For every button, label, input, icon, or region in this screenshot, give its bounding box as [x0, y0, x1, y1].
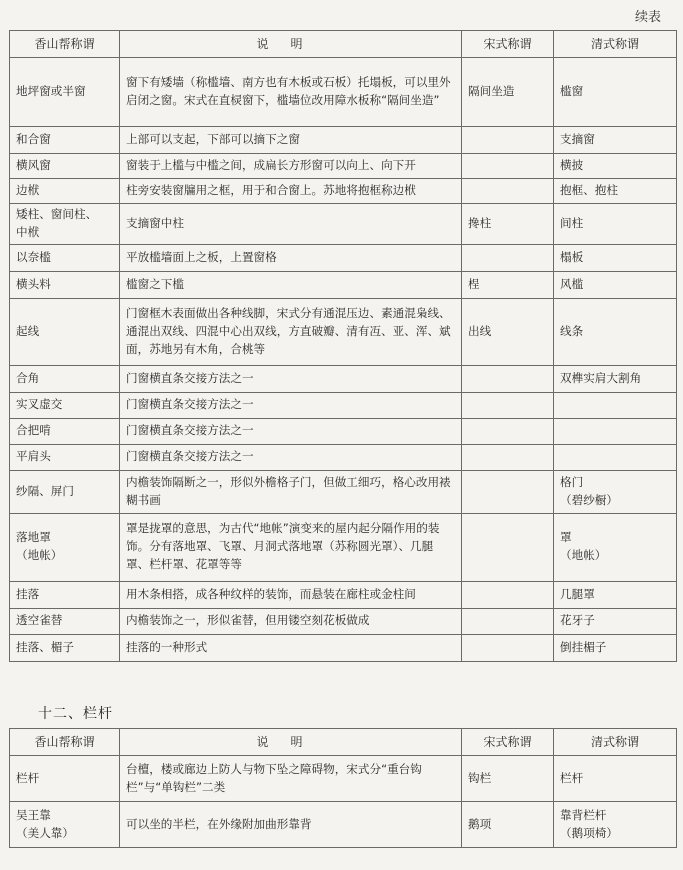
qing-style-term: 抱框、抱柱	[554, 179, 677, 204]
header-qing: 清式称谓	[554, 729, 677, 756]
term-name: 吴王靠 （美人靠）	[10, 802, 120, 848]
song-style-term: 隔间坐造	[462, 58, 554, 127]
table-row	[10, 298, 677, 365]
song-style-term: 桯	[462, 271, 554, 298]
song-style-term: 鹅项	[462, 802, 554, 848]
term-description: 门窗横直条交接方法之一	[120, 418, 462, 444]
table-row	[10, 204, 677, 245]
term-description: 窗装于上槛与中槛之间，成扁长方形窗可以向上、向下开	[120, 154, 462, 179]
table-row	[10, 418, 677, 444]
qing-style-term: 靠背栏杆 （鹅项椅）	[554, 802, 677, 848]
railing-terms-table	[9, 728, 677, 848]
table-row	[10, 58, 677, 127]
table-row	[10, 444, 677, 470]
header-qing: 清式称谓	[554, 31, 677, 58]
header-song: 宋式称谓	[462, 31, 554, 58]
qing-style-term: 罩 （地帐）	[554, 513, 677, 581]
term-name: 起线	[10, 298, 120, 365]
term-name: 和合窗	[10, 127, 120, 154]
term-description: 支摘窗中柱	[120, 204, 462, 245]
term-description: 平放槛墙面上之板，上置窗格	[120, 244, 462, 271]
qing-style-term: 几腿罩	[554, 581, 677, 608]
header-name: 香山帮称谓	[10, 729, 120, 756]
song-style-term	[462, 444, 554, 470]
term-name: 挂落	[10, 581, 120, 608]
qing-style-term: 花牙子	[554, 608, 677, 634]
qing-style-term: 风槛	[554, 271, 677, 298]
table-row	[10, 365, 677, 392]
table-row	[10, 392, 677, 418]
table-row	[10, 608, 677, 634]
qing-style-term: 间柱	[554, 204, 677, 245]
term-name: 透空雀替	[10, 608, 120, 634]
term-description: 内檐装饰之一，形似雀替，但用镂空刻花板做成	[120, 608, 462, 634]
term-name: 实叉虚交	[10, 392, 120, 418]
qing-style-term: 倒挂楣子	[554, 634, 677, 661]
song-style-term	[462, 179, 554, 204]
term-description: 槛窗之下槛	[120, 271, 462, 298]
song-style-term	[462, 365, 554, 392]
term-name: 平肩头	[10, 444, 120, 470]
table-row	[10, 271, 677, 298]
term-description: 可以坐的半栏，在外缘附加曲形靠背	[120, 802, 462, 848]
term-description: 内檐装饰隔断之一，形似外檐格子门，但做工细巧，格心改用裱糊书画	[120, 470, 462, 513]
header-desc: 说明	[120, 729, 462, 756]
table-row	[10, 179, 677, 204]
table-row	[10, 513, 677, 581]
song-style-term	[462, 513, 554, 581]
term-name: 边栿	[10, 179, 120, 204]
term-description: 台檀，楼或廊边上防人与物下坠之障碍物，宋式分“重台钩栏”与“单钩栏”二类	[120, 756, 462, 802]
term-description: 用木条相搭，成各种纹样的装饰，而悬装在廊柱或金柱间	[120, 581, 462, 608]
qing-style-term	[554, 392, 677, 418]
header-desc: 说明	[120, 31, 462, 58]
table-header-row	[10, 31, 677, 58]
term-name: 横头料	[10, 271, 120, 298]
term-description: 门窗横直条交接方法之一	[120, 444, 462, 470]
table-row	[10, 470, 677, 513]
window-terms-table	[9, 30, 677, 662]
table-row	[10, 244, 677, 271]
term-description: 门窗横直条交接方法之一	[120, 392, 462, 418]
term-description: 挂落的一种形式	[120, 634, 462, 661]
song-style-term	[462, 470, 554, 513]
term-description: 门窗框木表面做出各种线脚，宋式分有通混压边、素通混枭线、通混出双线、四混中心出双线，方直破瓣、清有冱、亚、浑、斌面，苏地另有木角，合桃等	[120, 298, 462, 365]
song-style-term	[462, 392, 554, 418]
qing-style-term: 格门 （碧纱橱）	[554, 470, 677, 513]
table-row	[10, 581, 677, 608]
term-description: 罩是拢罩的意思，为古代“地帐”演变来的屋内起分隔作用的装饰。分有落地罩、飞罩、月洞式落地罩（苏称圆光罩）、几腿罩、栏杆罩、花罩等等	[120, 513, 462, 581]
table-row	[10, 756, 677, 802]
term-name: 地坪窗或半窗	[10, 58, 120, 127]
table-row	[10, 634, 677, 661]
table-row	[10, 127, 677, 154]
header-song: 宋式称谓	[462, 729, 554, 756]
term-name: 合角	[10, 365, 120, 392]
term-name: 挂落、楣子	[10, 634, 120, 661]
term-description: 柱旁安装窗牖用之框，用于和合窗上。苏地将抱框称边栿	[120, 179, 462, 204]
song-style-term	[462, 418, 554, 444]
song-style-term	[462, 634, 554, 661]
term-name: 矮柱、窗间柱、 中栿	[10, 204, 120, 245]
qing-style-term: 栏杆	[554, 756, 677, 802]
section-title: 十二、栏杆	[38, 706, 113, 722]
continuation-label: 续表	[634, 10, 661, 25]
song-style-term: 出线	[462, 298, 554, 365]
song-style-term: 钩栏	[462, 756, 554, 802]
term-name: 落地罩 （地帐）	[10, 513, 120, 581]
qing-style-term	[554, 444, 677, 470]
qing-style-term: 榻板	[554, 244, 677, 271]
qing-style-term: 槛窗	[554, 58, 677, 127]
song-style-term	[462, 154, 554, 179]
term-name: 栏杆	[10, 756, 120, 802]
term-name: 纱隔、屏门	[10, 470, 120, 513]
qing-style-term: 支摘窗	[554, 127, 677, 154]
song-style-term	[462, 244, 554, 271]
table-row	[10, 802, 677, 848]
qing-style-term: 横披	[554, 154, 677, 179]
term-description: 上部可以支起，下部可以摘下之窗	[120, 127, 462, 154]
term-description: 窗下有矮墙（称槛墙、南方也有木板或石板）托塌板，可以里外启闭之窗。宋式在直棂窗下，槛墙位改用障水板称“隔间坐造”	[120, 58, 462, 127]
song-style-term	[462, 608, 554, 634]
term-name: 合把啃	[10, 418, 120, 444]
table-row	[10, 154, 677, 179]
song-style-term	[462, 581, 554, 608]
song-style-term	[462, 127, 554, 154]
song-style-term: 搀柱	[462, 204, 554, 245]
table-header-row	[10, 729, 677, 756]
qing-style-term: 双榫实肩大割角	[554, 365, 677, 392]
header-name: 香山帮称谓	[10, 31, 120, 58]
qing-style-term: 线条	[554, 298, 677, 365]
qing-style-term	[554, 418, 677, 444]
term-description: 门窗横直条交接方法之一	[120, 365, 462, 392]
term-name: 横风窗	[10, 154, 120, 179]
term-name: 以奈槛	[10, 244, 120, 271]
